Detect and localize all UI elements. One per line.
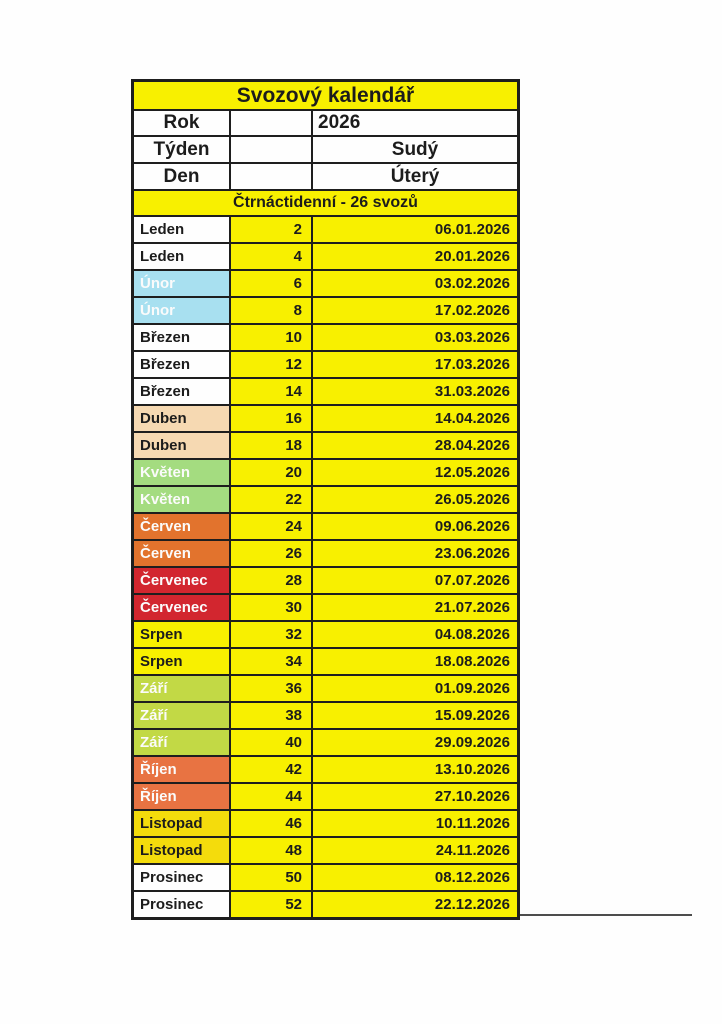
week-number-cell: 52 xyxy=(229,892,311,917)
date-cell: 10.11.2026 xyxy=(311,811,517,836)
scan-artifact-line xyxy=(520,914,692,916)
header-empty-cell-rok xyxy=(229,111,311,135)
date-cell: 18.08.2026 xyxy=(311,649,517,674)
month-cell: Srpen xyxy=(134,649,229,674)
week-number-cell: 38 xyxy=(229,703,311,728)
date-cell: 23.06.2026 xyxy=(311,541,517,566)
month-cell: Září xyxy=(134,703,229,728)
table-row xyxy=(134,539,517,566)
week-number-cell: 6 xyxy=(229,271,311,296)
table-row xyxy=(134,701,517,728)
date-cell: 20.01.2026 xyxy=(311,244,517,269)
month-cell: Srpen xyxy=(134,622,229,647)
week-number-cell: 40 xyxy=(229,730,311,755)
date-cell: 03.03.2026 xyxy=(311,325,517,350)
table-row xyxy=(134,890,517,917)
week-number-cell: 28 xyxy=(229,568,311,593)
table-row xyxy=(134,593,517,620)
month-cell: Prosinec xyxy=(134,865,229,890)
date-cell: 14.04.2026 xyxy=(311,406,517,431)
week-number-cell: 20 xyxy=(229,460,311,485)
table-row xyxy=(134,242,517,269)
month-cell: Duben xyxy=(134,433,229,458)
month-cell: Prosinec xyxy=(134,892,229,917)
table-row xyxy=(134,485,517,512)
month-cell: Listopad xyxy=(134,811,229,836)
table-row xyxy=(134,647,517,674)
header-label-den: Den xyxy=(163,165,200,187)
subheader-schedule-type: Čtrnáctidenní - 26 svozů xyxy=(134,189,517,215)
table-row xyxy=(134,809,517,836)
week-number-cell: 16 xyxy=(229,406,311,431)
week-number-cell: 30 xyxy=(229,595,311,620)
date-cell: 24.11.2026 xyxy=(311,838,517,863)
date-cell: 26.05.2026 xyxy=(311,487,517,512)
header-value-day: Úterý xyxy=(311,164,517,189)
date-cell: 06.01.2026 xyxy=(311,217,517,242)
date-cell: 27.10.2026 xyxy=(311,784,517,809)
date-cell: 07.07.2026 xyxy=(311,568,517,593)
month-cell: Červen xyxy=(134,541,229,566)
table-row xyxy=(134,458,517,485)
date-cell: 31.03.2026 xyxy=(311,379,517,404)
header-value-year: 2026 xyxy=(311,111,517,135)
date-cell: 12.05.2026 xyxy=(311,460,517,485)
month-cell: Květen xyxy=(134,487,229,512)
table-row xyxy=(134,431,517,458)
week-number-cell: 14 xyxy=(229,379,311,404)
date-cell: 22.12.2026 xyxy=(311,892,517,917)
table-row xyxy=(134,836,517,863)
header-row-rok xyxy=(134,109,517,135)
table-row xyxy=(134,215,517,242)
month-cell: Březen xyxy=(134,325,229,350)
date-cell: 17.03.2026 xyxy=(311,352,517,377)
week-number-cell: 46 xyxy=(229,811,311,836)
header-empty-cell-den xyxy=(229,164,311,189)
month-cell: Březen xyxy=(134,379,229,404)
table-row xyxy=(134,269,517,296)
month-cell: Červen xyxy=(134,514,229,539)
date-cell: 03.02.2026 xyxy=(311,271,517,296)
calendar-rows xyxy=(134,215,517,917)
month-cell: Září xyxy=(134,676,229,701)
month-cell: Říjen xyxy=(134,784,229,809)
table-row xyxy=(134,323,517,350)
week-number-cell: 34 xyxy=(229,649,311,674)
date-cell: 01.09.2026 xyxy=(311,676,517,701)
collection-calendar-table xyxy=(131,79,520,920)
table-row xyxy=(134,566,517,593)
month-cell: Únor xyxy=(134,271,229,296)
month-cell: Červenec xyxy=(134,568,229,593)
table-row xyxy=(134,755,517,782)
month-cell: Květen xyxy=(134,460,229,485)
header-label-tyden: Týden xyxy=(153,138,210,160)
month-cell: Leden xyxy=(134,217,229,242)
week-number-cell: 4 xyxy=(229,244,311,269)
week-number-cell: 50 xyxy=(229,865,311,890)
week-number-cell: 24 xyxy=(229,514,311,539)
header-value-week-parity: Sudý xyxy=(311,137,517,162)
week-number-cell: 10 xyxy=(229,325,311,350)
header-row-den xyxy=(134,162,517,189)
month-cell: Září xyxy=(134,730,229,755)
date-cell: 04.08.2026 xyxy=(311,622,517,647)
date-cell: 21.07.2026 xyxy=(311,595,517,620)
table-row xyxy=(134,377,517,404)
month-cell: Duben xyxy=(134,406,229,431)
date-cell: 09.06.2026 xyxy=(311,514,517,539)
month-cell: Listopad xyxy=(134,838,229,863)
table-row xyxy=(134,863,517,890)
table-row xyxy=(134,782,517,809)
table-row xyxy=(134,296,517,323)
table-row xyxy=(134,620,517,647)
table-row xyxy=(134,728,517,755)
table-title: Svozový kalendář xyxy=(134,82,517,109)
header-row-tyden xyxy=(134,135,517,162)
date-cell: 29.09.2026 xyxy=(311,730,517,755)
table-row xyxy=(134,404,517,431)
week-number-cell: 8 xyxy=(229,298,311,323)
table-row xyxy=(134,350,517,377)
header-empty-cell-tyden xyxy=(229,137,311,162)
week-number-cell: 2 xyxy=(229,217,311,242)
week-number-cell: 26 xyxy=(229,541,311,566)
month-cell: Únor xyxy=(134,298,229,323)
date-cell: 17.02.2026 xyxy=(311,298,517,323)
date-cell: 13.10.2026 xyxy=(311,757,517,782)
month-cell: Červenec xyxy=(134,595,229,620)
header-label-rok: Rok xyxy=(163,112,200,133)
week-number-cell: 48 xyxy=(229,838,311,863)
month-cell: Leden xyxy=(134,244,229,269)
month-cell: Březen xyxy=(134,352,229,377)
month-cell: Říjen xyxy=(134,757,229,782)
week-number-cell: 42 xyxy=(229,757,311,782)
week-number-cell: 44 xyxy=(229,784,311,809)
date-cell: 28.04.2026 xyxy=(311,433,517,458)
date-cell: 08.12.2026 xyxy=(311,865,517,890)
week-number-cell: 22 xyxy=(229,487,311,512)
week-number-cell: 12 xyxy=(229,352,311,377)
week-number-cell: 36 xyxy=(229,676,311,701)
table-row xyxy=(134,512,517,539)
week-number-cell: 18 xyxy=(229,433,311,458)
week-number-cell: 32 xyxy=(229,622,311,647)
table-row xyxy=(134,674,517,701)
date-cell: 15.09.2026 xyxy=(311,703,517,728)
